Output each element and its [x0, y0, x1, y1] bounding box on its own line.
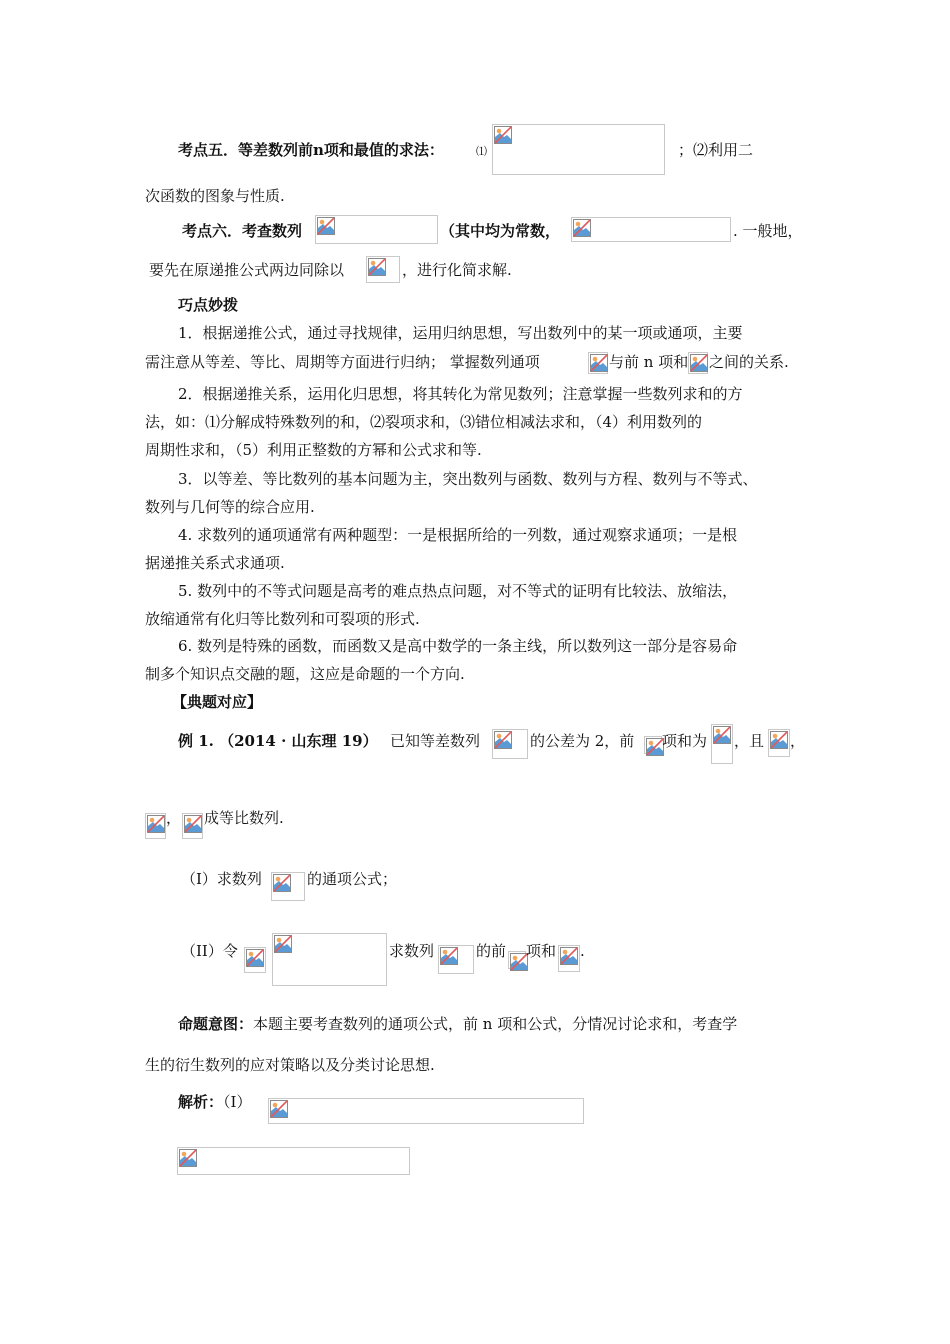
- formula-image-icon: [244, 947, 266, 973]
- tip-5-line-1: 5. 数列中的不等式问题是高考的难点热点问题，对不等式的证明有比较法、放缩法，: [178, 582, 738, 600]
- tip-2-line-1: 2．根据递推关系，运用化归思想，将其转化为常见数列；注意掌握一些数列求和的方: [178, 385, 743, 403]
- question-2-c: 的前: [476, 942, 507, 960]
- question-2-d: 项和: [526, 942, 557, 960]
- tip-1-line-2: 需注意从等差、等比、周期等方面进行归纳； 掌握数列通项: [145, 353, 540, 371]
- example-text-a: 已知等差数列: [390, 732, 481, 750]
- formula-image-icon: [558, 945, 580, 972]
- example-sep: ，: [166, 809, 182, 827]
- formula-image-icon: [268, 1098, 584, 1124]
- formula-image-icon: [145, 813, 166, 839]
- tip-2-line-2: 法，如：⑴分解成特殊数列的和，⑵裂项求和，⑶错位相减法求和，（4）利用数列的: [145, 413, 703, 431]
- example-text-c: 项和为: [662, 732, 708, 750]
- tip-6-line-1: 6. 数列是特殊的函数，而函数又是高中数学的一条主线，所以数列这一部分是容易命: [178, 637, 738, 655]
- k6-label: 考点六．考查数列: [182, 222, 303, 240]
- formula-image-icon: [508, 951, 526, 969]
- question-2-e: .: [580, 942, 585, 960]
- tip-1-line-2c: 与前 n 项和: [609, 353, 689, 371]
- formula-image-icon: [182, 813, 203, 839]
- example-text-b: 的公差为 2，前: [530, 732, 635, 750]
- formula-image-icon: [177, 1147, 410, 1175]
- k6-line2b: ，进行化简求解.: [402, 261, 512, 279]
- tip-4-line-1: 4. 求数列的通项通常有两种题型：一是根据所给的一列数，通过观察求通项；一是根: [178, 526, 738, 544]
- formula-image-icon: [438, 945, 474, 974]
- tip-4-line-2: 据递推关系式求通项.: [145, 554, 285, 572]
- example-heading: 【典题对应】: [172, 693, 263, 711]
- intent-line-1: [178, 1014, 737, 1034]
- tip-1-line-2d: 之间的关系.: [709, 353, 789, 371]
- formula-image-icon: [366, 256, 400, 283]
- intent-label: 命题意图：: [178, 1015, 254, 1033]
- formula-image-icon: [492, 729, 528, 759]
- k5-tail: ；⑵利用二: [678, 141, 754, 159]
- formula-image-icon: [768, 729, 790, 757]
- tip-5-line-2: 放缩通常有化归等比数列和可裂项的形式.: [145, 610, 420, 628]
- solution-part-1: （I）: [223, 1093, 252, 1111]
- tip-6-line-2: 制多个知识点交融的题，这应是命题的一个方向.: [145, 665, 465, 683]
- tip-1-line-1: 1．根据递推公式，通过寻找规律，运用归纳思想，写出数列中的某一项或通项，主要: [178, 324, 743, 342]
- k5-cont: 次函数的图象与性质.: [145, 187, 285, 205]
- example-label: 例 1. （2014 · 山东理 19）: [178, 732, 378, 750]
- k6-line2a: 要先在原递推公式两边同除以: [149, 261, 345, 279]
- solution-label: 解析：: [178, 1093, 224, 1111]
- example-geo: 成等比数列.: [204, 809, 284, 827]
- question-1-b: 的通项公式；: [307, 870, 398, 888]
- question-1-a: （I）求数列: [181, 870, 262, 888]
- tip-2-line-3: 周期性求和，（5）利用正整数的方幂和公式求和等.: [145, 441, 482, 459]
- k5-label: 考点五．等差数列前n项和最值的求法：: [178, 141, 444, 159]
- intent-line-2: 生的衍生数列的应对策略以及分类讨论思想.: [145, 1056, 435, 1074]
- k6-paren: （其中均为常数，: [440, 222, 561, 240]
- example-text-d: ，且: [734, 732, 765, 750]
- intent-text: 本题主要考查数列的通项公式，前 n 项和公式，分情况讨论求和，考查学: [253, 1015, 738, 1033]
- tips-heading: 巧点妙拨: [178, 296, 239, 314]
- question-2-b: 求数列: [389, 942, 435, 960]
- formula-image-icon: [272, 933, 387, 986]
- tip-3-line-1: 3．以等差、等比数列的基本问题为主，突出数列与函数、数列与方程、数列与不等式、: [178, 470, 758, 488]
- solution-line-1: [178, 1092, 251, 1112]
- formula-image-icon: [315, 215, 438, 244]
- formula-image-icon: [492, 124, 665, 175]
- formula-image-icon: [688, 352, 708, 374]
- formula-image-icon: [271, 872, 305, 901]
- k6-tail: . 一般地，: [733, 222, 803, 240]
- tip-3-line-2: 数列与几何等的综合应用.: [145, 498, 315, 516]
- formula-image-icon: [644, 736, 662, 754]
- question-2-a: （II）令: [181, 942, 238, 960]
- formula-image-icon: [711, 724, 733, 764]
- example-text-e: ，: [790, 732, 806, 750]
- k5-n1: ⑴: [476, 145, 487, 158]
- formula-image-icon: [588, 352, 608, 374]
- formula-image-icon: [571, 217, 731, 242]
